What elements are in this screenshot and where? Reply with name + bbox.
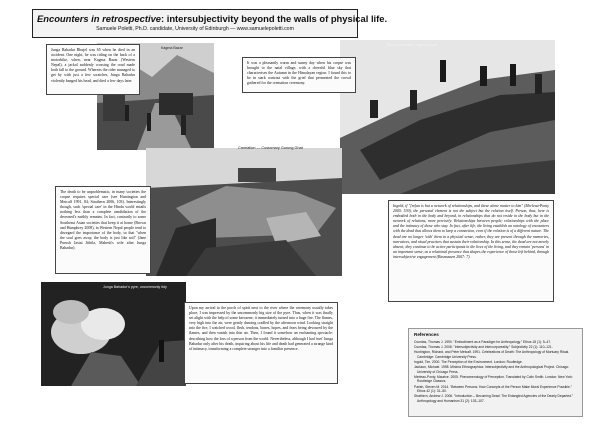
sunny-day-text: It was a pleasantly warm and sunny day when his corpse was brought to the natal village, with a cheerful blue sky that characterises the Autumn in the Himalayan region. I found this to be in stark contrast with the grief that permeated the crowd gathered for the cremation ceremony. (242, 57, 356, 93)
photo-road-caption: Kagma Bazar (161, 46, 183, 50)
poster-title-lead: Encounters in retrospective (37, 13, 161, 24)
poster-title-bar (32, 9, 388, 38)
reference-item: Parish, Steven M. 2014. "Between Persons: How Concepts of the Person Make Moral Experience Possible." Ethos 42 (1): 31–50. (414, 384, 572, 394)
photo-roof (340, 40, 555, 194)
photo-pyre (146, 148, 342, 276)
reference-item: Csordas, Thomas J. 1990. "Embodiment as a Paradigm for Anthropology." Ethos 18 (1): 5–47. (414, 339, 552, 344)
references-heading: References (414, 332, 439, 337)
reference-item: Ingold, Tim. 2000. The Perception of the Environment. London: Routledge. (414, 359, 523, 364)
reference-item: Huntington, Richard, and Peter Metcalf. 1991. Celebrations of Death: The Anthropology of Mortuary Ritual. Cambridge: Cambridge University Press. (414, 349, 570, 359)
photo-roof-image (340, 40, 555, 194)
photo-pyre-caption: Cremation — Customary Gurung Ghat (238, 146, 303, 150)
intro-text: Junga Bahadur Bhujel was 65 when he died in an accident. One night, he was riding on the back of a motorbike, when, near Kagma Bazar (Western Nepal), a jackal suddenly crossing the road made both fall to the ground. Whereas the rider managed to get by with just a few scratches, Junga Bahadur violently banged his head, and died a few days later. (46, 44, 140, 95)
references-box (408, 328, 583, 417)
reference-item: Jackson, Michael. 1998. Minima Ethnographica: Intersubjectivity and the Anthropological Project. Chicago: University of Chicago Press. (414, 364, 570, 374)
reference-item: Strathern, Andrew J. 2006. "Introduction – Becoming Dead: The Entangled Agencies of the Dearly Departed." Anthropology and Humanism 31 (2): 103–107. (414, 394, 574, 403)
quote-text: Ingold, if "[m]an is but a network of relationships, and these alone matter to him" (Merleau-Ponty 2005: 530), the personal element is not the subject but the relation itself. Person, thus, here is embodied both in the body and beyond, in relationships that do not reside in the body but in the network of relations, more precisely: Relationships between people; relationships with the place and the intimacy of those who stay. In fact, after life, the living establish an ontology of encounters with the dead that allows them to keep a connection, even if the relation is of a different nature. The dead are no longer 'with' them in a physical sense; rather, they are present through the memories, narratives, and ritual practices that sustain their relationship. In this sense, the dead are not merely absent; they continue to be active participants in the lives of the living, and they remain 'persons' in an important sense, as a relational presence that shapes the experience of those left behind, through intersubjective engagement (Rasmussen 2007: 7). (388, 200, 554, 302)
photo-smoke-image (41, 282, 186, 386)
reference-item: Merleau-Ponty, Maurice. 2005. Phenomenology of Perception. Translated by Colin Smith. London: New York: Routledge Classics. (414, 374, 573, 384)
death-text: The death to be unproblematic, in many societies the corpse requires special care (see Huntington and Metcalf 1991, 84; Strathern 2006, 103). Interestingly though, such 'special care' in the Hindu world entails nothing less than a complete annihilation of the deceased's earthly remains. In fact, contrarily to some Southeast Asian societies that keep it at home (Brown and Humphrey 2008), in Western Nepal people tend to disregard the importance of the body, so that "when the soul goes away, the body is just like soil" (Jane Purush Jastai Jithila, Mahesh's wife after Junga Bahadur). (55, 186, 151, 274)
references-list (414, 340, 577, 404)
photo-pyre-image (146, 148, 342, 276)
photo-smoke-caption: Junga Bahadur's pyre, uncommonly tidy (103, 285, 167, 289)
poster-title-rest: : intersubjectivity beyond the walls of physical life. (161, 13, 388, 24)
poster-title (37, 13, 388, 24)
fire-text: Upon my arrival to the porch of spirit next to the river where the ceremony usually takes place, I was impressed by the uncommonly big size of the pyre. Thus, when it was finally set alight with the help of some kerosene, it immediately turned into a huge fire. The flames, very high into the air, were gently dancing cradled by the afternoon wind. Looking straight into the fire, I watched wood, flesh, tendons, bones, hopes, and fears being devoured by the flames, and then vanish into thin air. Then, I found it somehow an enchanting spectacle: describing how the loss of a person from the world. Nevertheless, although I had 'met' Junga Bahadur only after his death, inquiring about his life and death had generated a strange kind of intimacy, transforming a complete stranger into a familiar presence. (184, 302, 338, 384)
photo-smoke (41, 282, 186, 386)
photo-roof-caption: Final Preparation, Kagma Bazar (386, 43, 438, 47)
poster-subtitle: Samuele Poletti, Ph.D. candidate, University of Edinburgh — www.samuelepoletti.com (96, 26, 294, 32)
reference-item: Csordas, Thomas J. 2008. "Intersubjectivity and Intercorporeality." Subjectivity 22 (1): 110–121. (414, 344, 553, 349)
